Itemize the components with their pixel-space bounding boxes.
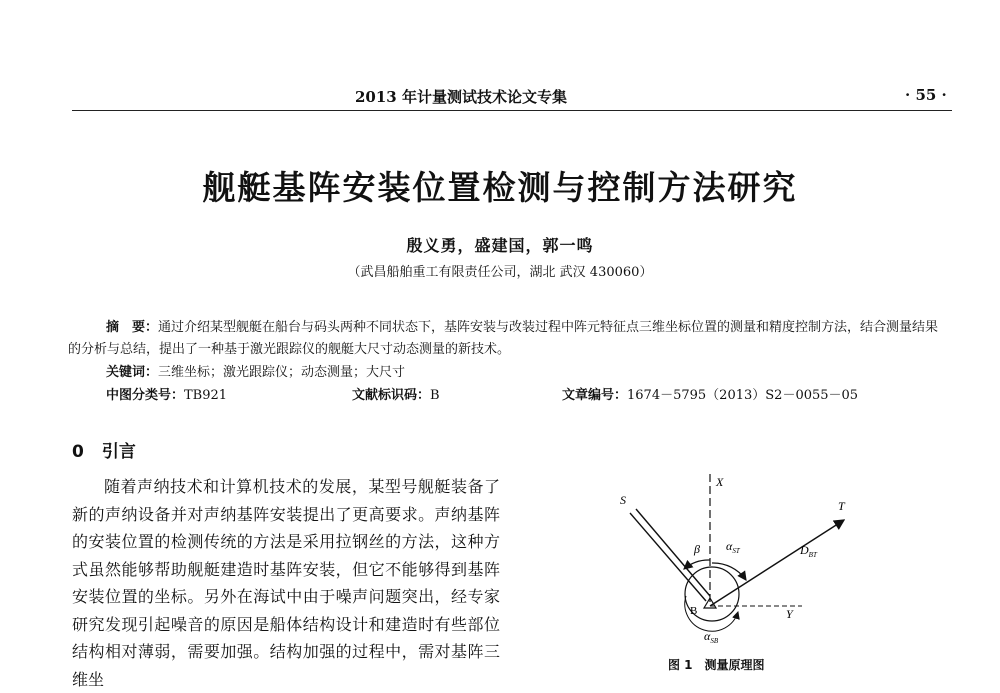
document-code-value: B xyxy=(430,388,440,403)
document-code-label: 文献标识码： xyxy=(352,388,431,403)
keywords-text: 三维坐标；激光跟踪仪；动态测量；大尺寸 xyxy=(158,365,406,380)
label-b: B xyxy=(690,605,698,617)
header-rule xyxy=(72,110,952,111)
abstract-label: 摘 要： xyxy=(106,320,159,335)
article-number xyxy=(562,384,858,403)
classification-code xyxy=(106,384,227,403)
label-beta: β xyxy=(694,542,700,556)
article-number-label: 文章编号： xyxy=(562,388,628,403)
section-number: 0 xyxy=(72,442,84,462)
keywords-label: 关键词： xyxy=(106,365,159,380)
figure-caption xyxy=(668,656,765,673)
label-s: S xyxy=(620,493,626,507)
running-header-title: 2013 年计量测试技术论文专集 xyxy=(355,88,567,106)
body-text xyxy=(72,473,500,693)
article-number-value: 1674－5795（2013）S2－0055－05 xyxy=(627,388,859,403)
figure-caption-text: 测量原理图 xyxy=(704,658,765,672)
page-number: · 55 · xyxy=(905,86,947,104)
classification-value: TB921 xyxy=(184,388,228,403)
figure-caption-number: 图 1 xyxy=(668,658,693,672)
body-paragraph: 随着声纳技术和计算机技术的发展，某型号舰艇装备了新的声纳设备并对声纳基阵安装提出了更高要求。声纳基阵的安装位置的检测传统的方法是采用拉钢丝的方法，这种方式虽然能够帮助舰艇建造时基阵安装，但它不能够得到基阵安装位置的坐标。另外在海试中由于噪声问题突出，经专家研究发现引起噪音的原因是船体结构设计和建造时有些部位结构相对薄弱，需要加强。结构加强的过程中，需对基阵三维坐 xyxy=(72,477,500,689)
label-d-bt: $D_{BT}$ xyxy=(800,543,817,559)
affiliation: （武昌船舶重工有限责任公司，湖北 武汉 430060） xyxy=(347,265,653,280)
authors: 殷义勇，盛建国，郭一鸣 xyxy=(406,236,594,255)
label-alpha-st: $\alpha_{ST}$ xyxy=(726,539,740,555)
line-to-t xyxy=(710,520,844,606)
label-t: T xyxy=(838,499,845,513)
line-to-s xyxy=(630,513,706,601)
keywords xyxy=(106,361,405,380)
section-title: 引言 xyxy=(101,442,136,462)
alpha-st-arc xyxy=(712,563,746,580)
label-alpha-sb: $\alpha_{SB}$ xyxy=(704,629,719,645)
figure-measurement-diagram xyxy=(600,468,860,653)
section-heading xyxy=(72,437,136,462)
label-y: Y xyxy=(786,607,793,621)
label-x: X xyxy=(716,475,724,489)
classification-label: 中图分类号： xyxy=(106,388,185,403)
document-code xyxy=(352,384,440,403)
paper-title: 舰艇基阵安装位置检测与控制方法研究 xyxy=(202,168,798,207)
abstract xyxy=(68,317,950,361)
abstract-text: 通过介绍某型舰艇在船台与码头两种不同状态下，基阵安装与改装过程中阵元特征点三维坐标位置的测量和精度控制方法，结合测量结果的分析与总结，提出了一种基于激光跟踪仪的舰艇大尺寸动态测量的新技术。 xyxy=(68,320,939,357)
